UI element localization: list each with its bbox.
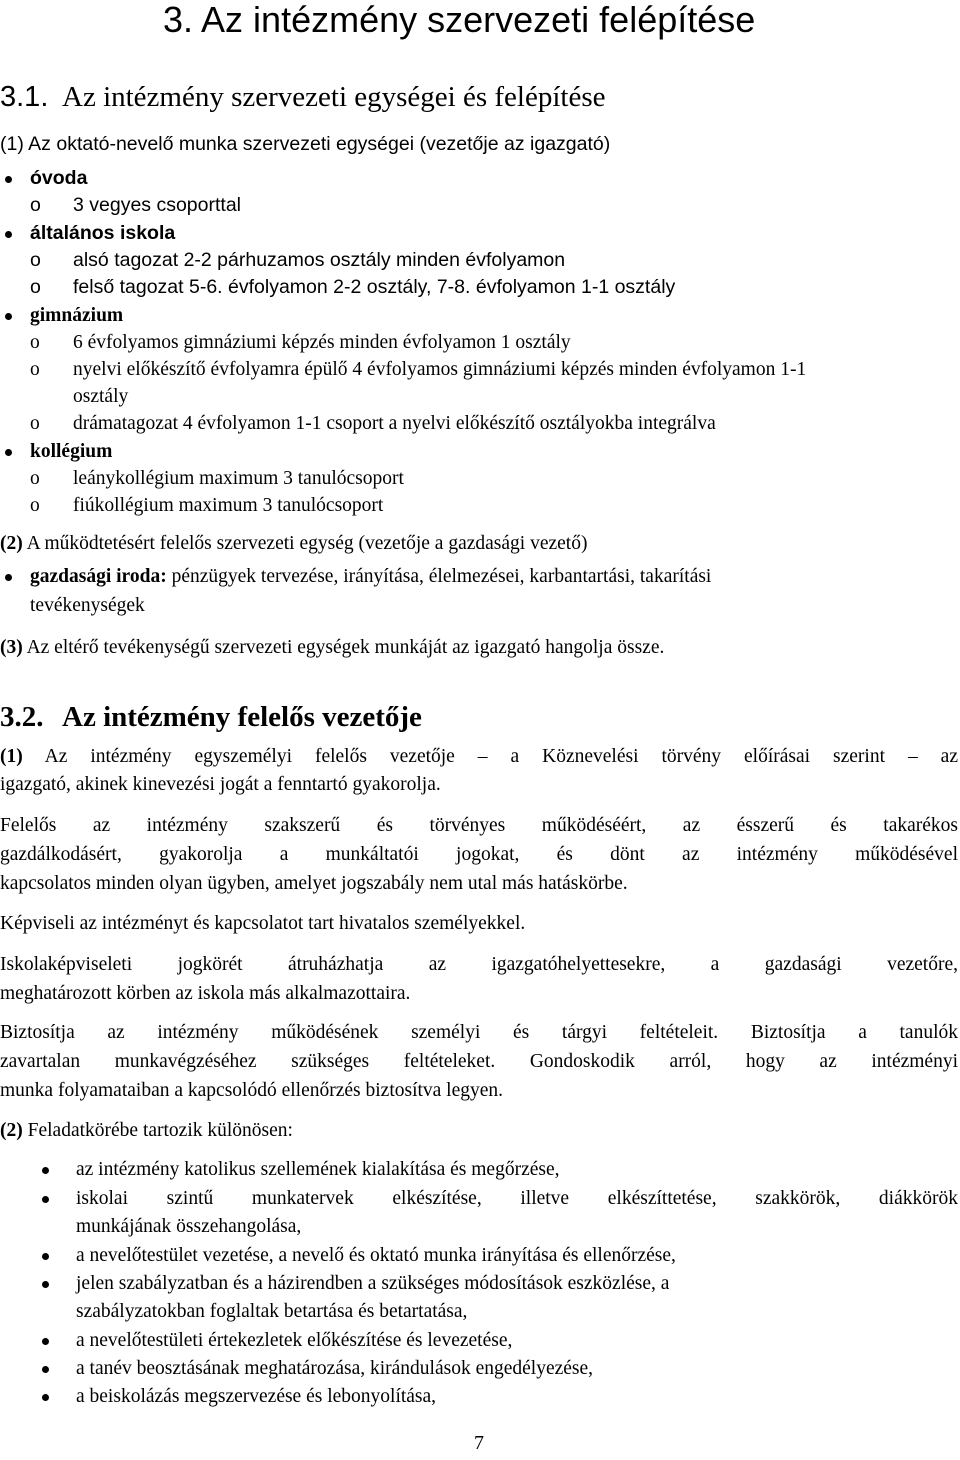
sub-bullet-o: o bbox=[30, 468, 40, 489]
sub-bullet-o: o bbox=[30, 495, 40, 516]
para-d-line2: zavartalan munkavégzéséhez szükséges feltételeket. Gondoskodik arról, hogy az intézményi bbox=[0, 1051, 958, 1072]
duty-item: a nevelőtestület vezetése, a nevelő és oktató munka irányítása és ellenőrzése, bbox=[76, 1245, 676, 1266]
para-a-line3: kapcsolatos minden olyan ügyben, amelyet jogszabály nem utal más hatáskörbe. bbox=[0, 873, 628, 894]
para-c-line1: Iskolaképviseleti jogkörét átruházhatja az igazgatóhelyettesekre, a gazdasági vezetőre, bbox=[0, 954, 958, 975]
section-3-2-p2 bbox=[0, 1117, 293, 1144]
duty-item: a beiskolázás megszervezése és lebonyolítása, bbox=[76, 1386, 437, 1407]
office-line bbox=[30, 563, 711, 590]
bullet-dot bbox=[5, 574, 12, 581]
bullet-dot bbox=[42, 1338, 49, 1345]
sub-bullet-o: o bbox=[30, 359, 40, 380]
sub-item: drámatagozat 4 évfolyamon 1-1 csoport a nyelvi előkészítő osztályokba integrálva bbox=[73, 413, 716, 434]
section-3-1-number: 3.1. bbox=[0, 81, 49, 113]
paragraph-number: (1) bbox=[0, 746, 23, 767]
para-c-line2: meghatározott körben az iskola más alkalmazottaira. bbox=[0, 983, 411, 1004]
duty-item: iskolai szintű munkatervek elkészítése, illetve elkészíttetése, szakkörök, diákkörök bbox=[76, 1188, 958, 1209]
unit-ovoda: óvoda bbox=[30, 167, 88, 189]
paragraph-number: (2) bbox=[0, 1120, 23, 1141]
sub-item: fiúkollégium maximum 3 tanulócsoport bbox=[73, 495, 384, 516]
unit-kollegium: kollégium bbox=[30, 441, 113, 462]
section-3-1-p1: (1) Az oktató-nevelő munka szervezeti egységei (vezetője az igazgató) bbox=[0, 133, 611, 155]
duty-item: a tanév beosztásának meghatározása, kirándulások engedélyezése, bbox=[76, 1358, 594, 1379]
bullet-dot bbox=[42, 1253, 49, 1260]
office-text: pénzügyek tervezése, irányítása, élelmezései, karbantartási, takarítási bbox=[171, 566, 712, 587]
bullet-dot bbox=[5, 449, 12, 456]
paragraph-number: (3) bbox=[0, 637, 23, 658]
sub-item: 6 évfolyamos gimnáziumi képzés minden évfolyamon 1 osztály bbox=[73, 332, 571, 353]
sub-bullet-o: o bbox=[30, 194, 41, 216]
duty-item: a nevelőtestületi értekezletek előkészítése és levezetése, bbox=[76, 1330, 513, 1351]
office-label: gazdasági iroda: bbox=[30, 566, 167, 587]
sub-item-continuation: osztály bbox=[73, 386, 129, 407]
duty-item-continuation: munkájának összehangolása, bbox=[76, 1216, 302, 1237]
bullet-dot bbox=[42, 1196, 49, 1203]
paragraph-text: A működtetésért felelős szervezeti egység (vezetője a gazdasági vezető) bbox=[26, 533, 588, 554]
section-3-2-number: 3.2. bbox=[0, 701, 44, 733]
sub-bullet-o: o bbox=[30, 249, 41, 271]
bullet-dot bbox=[42, 1167, 49, 1174]
section-3-1-p2 bbox=[0, 530, 587, 557]
bullet-dot bbox=[5, 313, 12, 320]
unit-altalanos-iskola: általános iskola bbox=[30, 222, 176, 244]
section-3-2-p1-line1 bbox=[0, 743, 958, 770]
duty-item: az intézmény katolikus szellemének kialakítása és megőrzése, bbox=[76, 1159, 560, 1180]
para-a-line2: gazdálkodásért, gyakorolja a munkáltatói jogokat, és dönt az intézmény működésével bbox=[0, 844, 958, 865]
section-3-1-p3 bbox=[0, 634, 664, 661]
section-3-2-title: Az intézmény felelős vezetője bbox=[62, 701, 422, 733]
section-3-2-p1-line2: igazgató, akinek kinevezési jogát a fenntartó gyakorolja. bbox=[0, 774, 441, 795]
para-d-line3: munka folyamataiban a kapcsolódó ellenőrzés biztosítva legyen. bbox=[0, 1080, 504, 1101]
section-3-title: 3. Az intézmény szervezeti felépítése bbox=[163, 0, 756, 40]
sub-bullet-o: o bbox=[30, 276, 41, 298]
paragraph-number: (2) bbox=[0, 533, 23, 554]
bullet-dot bbox=[42, 1394, 49, 1401]
sub-item: alsó tagozat 2-2 párhuzamos osztály minden évfolyamon bbox=[73, 249, 566, 271]
office-text-continuation: tevékenységek bbox=[30, 595, 145, 616]
bullet-dot bbox=[42, 1366, 49, 1373]
sub-item: nyelvi előkészítő évfolyamra épülő 4 évfolyamos gimnáziumi képzés minden évfolyamon 1-1 bbox=[73, 359, 807, 380]
sub-item: leánykollégium maximum 3 tanulócsoport bbox=[73, 468, 404, 489]
sub-item: 3 vegyes csoporttal bbox=[73, 194, 242, 216]
bullet-dot bbox=[42, 1281, 49, 1288]
duty-item: jelen szabályzatban és a házirendben a szükséges módosítások eszközlése, a bbox=[76, 1273, 670, 1294]
paragraph-text: Feladatkörébe tartozik különösen: bbox=[27, 1120, 293, 1141]
paragraph-text: Az intézmény egyszemélyi felelős vezetője – a Köznevelési törvény előírásai szerint – az bbox=[44, 746, 958, 767]
bullet-dot bbox=[5, 231, 12, 238]
sub-item: felső tagozat 5-6. évfolyamon 2-2 osztály, 7-8. évfolyamon 1-1 osztály bbox=[73, 276, 676, 298]
page-number: 7 bbox=[474, 1432, 484, 1454]
section-3-1-title: Az intézmény szervezeti egységei és felépítése bbox=[62, 81, 606, 113]
para-b: Képviseli az intézményt és kapcsolatot tart hivatalos személyekkel. bbox=[0, 913, 526, 934]
duty-item-continuation: szabályzatokban foglaltak betartása és betartatása, bbox=[76, 1301, 468, 1322]
sub-bullet-o: o bbox=[30, 332, 40, 353]
para-d-line1: Biztosítja az intézmény működésének személyi és tárgyi feltételeit. Biztosítja a tanulók bbox=[0, 1022, 958, 1043]
para-a-line1: Felelős az intézmény szakszerű és törvényes működéséért, az ésszerű és takarékos bbox=[0, 815, 958, 836]
paragraph-text: Az eltérő tevékenységű szervezeti egységek munkáját az igazgató hangolja össze. bbox=[26, 637, 665, 658]
unit-gimnazium: gimnázium bbox=[30, 305, 124, 326]
bullet-dot bbox=[5, 176, 12, 183]
sub-bullet-o: o bbox=[30, 413, 40, 434]
